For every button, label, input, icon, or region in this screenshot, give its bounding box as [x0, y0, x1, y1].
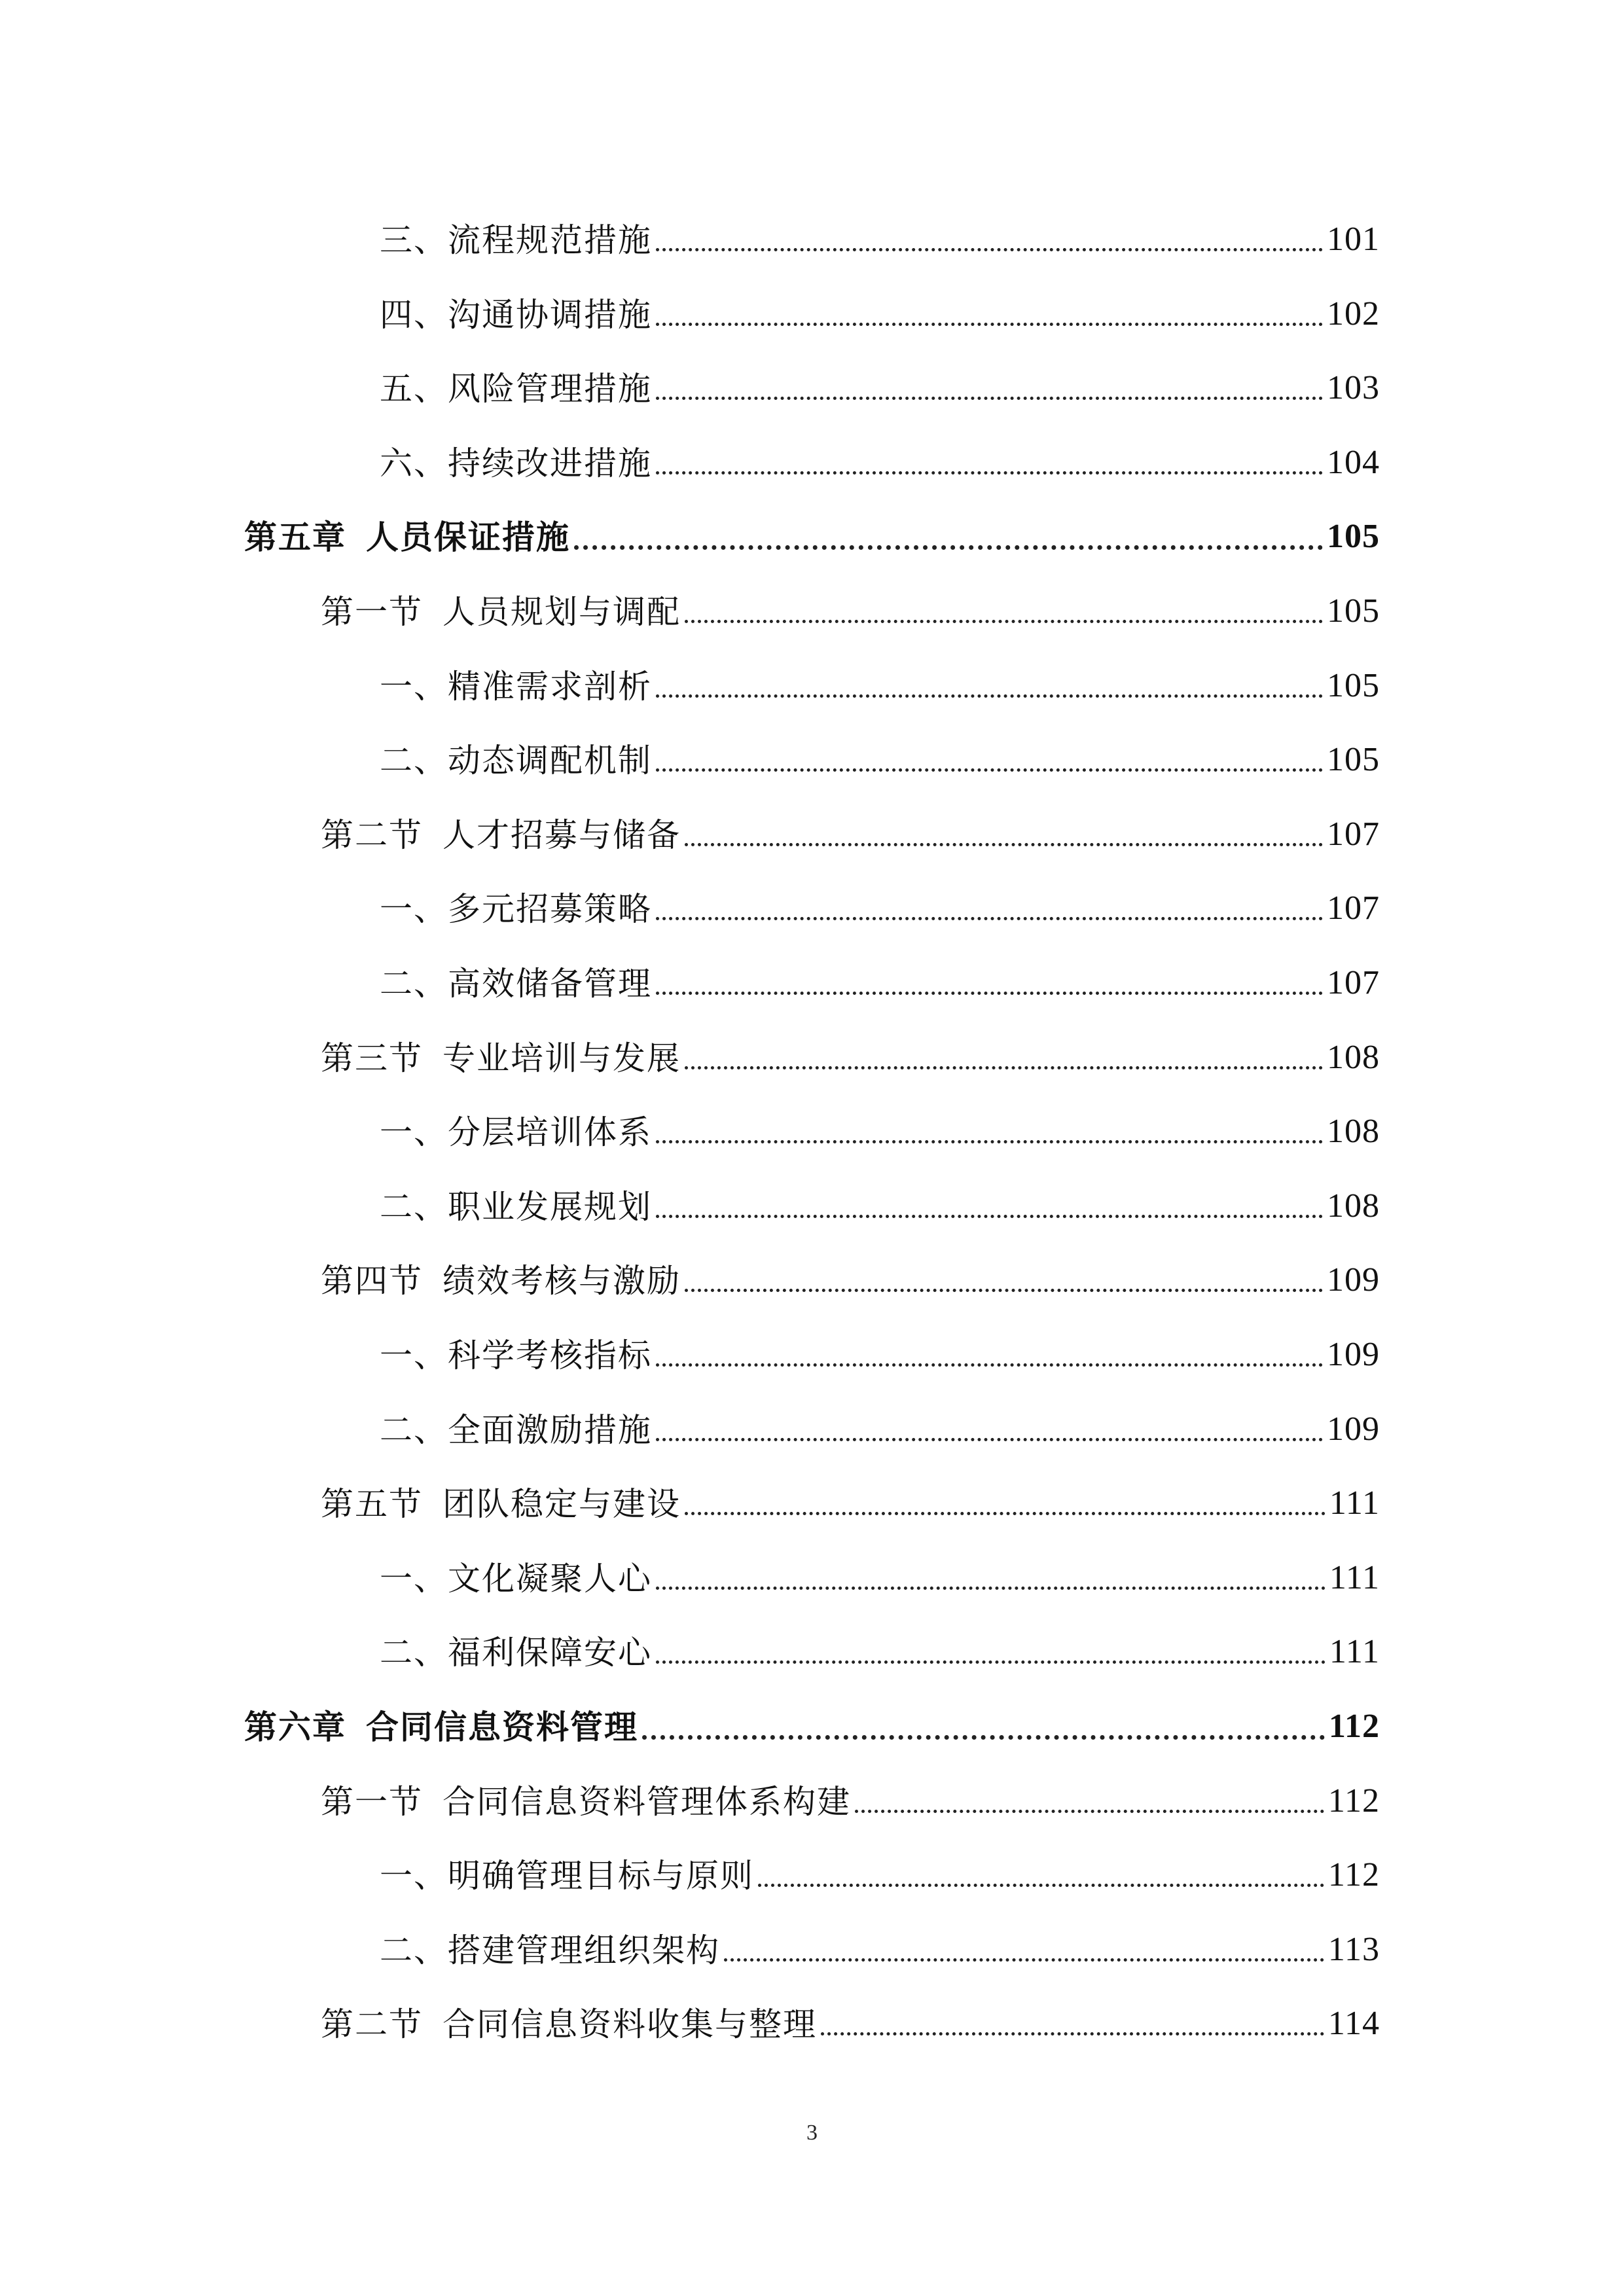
toc-dot-leader	[855, 1810, 1324, 1813]
toc-entry-page-number: 108	[1327, 1039, 1380, 1076]
toc-entry-item[interactable]	[380, 1840, 1380, 1895]
toc-entry-number: 一、	[380, 1857, 448, 1895]
toc-entry-label	[321, 1783, 851, 1821]
toc-entry-number: 一、	[380, 1113, 448, 1151]
toc-entry-title: 精准需求剖析	[448, 668, 652, 706]
toc-entry-number: 第一节	[321, 593, 423, 631]
toc-entry-page-number: 112	[1327, 1782, 1380, 1820]
toc-entry-page-number: 105	[1327, 741, 1380, 778]
toc-entry-title: 分层培训体系	[448, 1113, 652, 1151]
toc-dot-leader	[574, 545, 1323, 550]
toc-entry-page-number: 114	[1327, 2005, 1380, 2042]
toc-entry-title: 合同信息资料管理体系构建	[442, 1783, 851, 1821]
toc-dot-leader	[685, 843, 1323, 846]
toc-entry-item[interactable]	[380, 353, 1380, 408]
toc-entry-title: 明确管理目标与原则	[448, 1857, 754, 1895]
toc-entry-section[interactable]	[321, 1988, 1380, 2041]
toc-entry-page-number: 107	[1327, 964, 1380, 1001]
toc-entry-page-number: 113	[1327, 1931, 1380, 1968]
toc-entry-item[interactable]	[380, 1543, 1380, 1598]
toc-entry-number: 一、	[380, 668, 448, 706]
toc-entry-item[interactable]	[380, 1914, 1380, 1967]
toc-entry-page-number: 107	[1327, 816, 1380, 853]
toc-entry-item[interactable]	[380, 1319, 1380, 1372]
toc-dot-leader	[685, 1066, 1323, 1069]
toc-dot-leader	[656, 694, 1323, 698]
toc-entry-page-number: 104	[1327, 444, 1380, 481]
toc-entry-title: 动态调配机制	[448, 742, 652, 780]
toc-entry-label	[380, 1634, 652, 1672]
toc-entry-number: 五、	[380, 370, 448, 408]
toc-dot-leader	[656, 323, 1323, 326]
toc-dot-leader	[656, 917, 1323, 920]
toc-dot-leader	[656, 1660, 1326, 1664]
toc-entry-label	[380, 668, 652, 706]
toc-entry-title: 沟通协调措施	[448, 296, 652, 334]
toc-entry-number: 二、	[380, 742, 448, 780]
toc-entry-number: 二、	[380, 1188, 448, 1226]
toc-dot-leader	[656, 768, 1323, 772]
toc-entry-number: 第五节	[321, 1485, 423, 1523]
toc-entry-page-number: 107	[1327, 889, 1380, 927]
toc-entry-label	[380, 1411, 652, 1449]
toc-entry-item[interactable]	[380, 427, 1380, 480]
toc-entry-section[interactable]	[321, 1766, 1380, 1821]
toc-entry-item[interactable]	[380, 204, 1380, 257]
toc-entry-page-number: 105	[1327, 518, 1380, 555]
toc-entry-number: 第三节	[321, 1039, 423, 1077]
toc-entry-page-number: 111	[1329, 1484, 1380, 1522]
toc-entry-number: 第六章	[244, 1708, 346, 1746]
toc-entry-number: 二、	[380, 1931, 448, 1969]
toc-entry-number: 一、	[380, 1560, 448, 1598]
toc-entry-number: 第五章	[244, 518, 346, 556]
toc-entry-item[interactable]	[380, 948, 1380, 1003]
toc-entry-label	[380, 742, 652, 780]
toc-entry-label	[321, 2005, 817, 2043]
toc-entry-title: 人员保证措施	[366, 518, 570, 556]
toc-dot-leader	[685, 620, 1323, 623]
toc-entry-title: 绩效考核与激励	[442, 1262, 681, 1300]
toc-dot-leader	[656, 248, 1323, 251]
toc-entry-section[interactable]	[321, 1468, 1380, 1523]
toc-entry-title: 多元招募策略	[448, 890, 652, 928]
toc-entry-label	[244, 518, 570, 556]
toc-entry-title: 流程规范措施	[448, 221, 652, 259]
toc-entry-number: 二、	[380, 965, 448, 1003]
toc-entry-number: 六、	[380, 444, 448, 482]
toc-entry-page-number: 102	[1327, 295, 1380, 332]
toc-entry-title: 人才招募与储备	[442, 816, 681, 854]
toc-dot-leader	[685, 1289, 1323, 1292]
toc-entry-label	[321, 593, 681, 631]
toc-entry-number: 三、	[380, 221, 448, 259]
toc-entry-number: 第一节	[321, 1783, 423, 1821]
toc-entry-title: 全面激励措施	[448, 1411, 652, 1449]
toc-entry-title: 人员规划与调配	[442, 593, 681, 631]
toc-entry-label	[380, 1560, 652, 1598]
toc-entry-label	[380, 890, 652, 928]
toc-entry-page-number: 112	[1327, 1856, 1380, 1893]
toc-dot-leader	[656, 397, 1323, 400]
toc-entry-label	[321, 816, 681, 854]
toc-entry-item[interactable]	[380, 279, 1380, 334]
toc-dot-leader	[724, 1958, 1324, 1962]
toc-entry-chapter[interactable]	[244, 1691, 1380, 1744]
toc-entry-number: 四、	[380, 296, 448, 334]
toc-entry-page-number: 108	[1327, 1187, 1380, 1225]
toc-entry-item[interactable]	[380, 1617, 1380, 1672]
toc-entry-label	[380, 965, 652, 1003]
toc-entry-item[interactable]	[380, 1171, 1380, 1226]
toc-entry-label	[321, 1262, 681, 1300]
toc-entry-page-number: 109	[1327, 1410, 1380, 1448]
toc-entry-title: 风险管理措施	[448, 370, 652, 408]
toc-entry-label	[380, 370, 652, 408]
toc-entry-item[interactable]	[380, 651, 1380, 706]
toc-entry-title: 职业发展规划	[448, 1188, 652, 1226]
toc-entry-number: 一、	[380, 1336, 448, 1374]
toc-entry-number: 一、	[380, 890, 448, 928]
toc-entry-number: 二、	[380, 1634, 448, 1672]
toc-entry-label	[321, 1485, 681, 1523]
toc-entry-page-number: 101	[1327, 221, 1380, 258]
toc-entry-number: 第二节	[321, 816, 423, 854]
toc-entry-number: 第二节	[321, 2005, 423, 2043]
toc-entry-section[interactable]	[321, 799, 1380, 852]
toc-entry-title: 福利保障安心	[448, 1634, 652, 1672]
toc-entry-title: 科学考核指标	[448, 1336, 652, 1374]
toc-entry-label	[380, 1857, 754, 1895]
toc-entry-page-number: 105	[1327, 667, 1380, 704]
toc-entry-label	[380, 1188, 652, 1226]
toc-entry-title: 专业培训与发展	[442, 1039, 681, 1077]
toc-entry-section[interactable]	[321, 1245, 1380, 1300]
toc-entry-number: 第四节	[321, 1262, 423, 1300]
toc-entry-page-number: 112	[1328, 1708, 1380, 1745]
toc-dot-leader	[642, 1735, 1325, 1740]
toc-entry-title: 合同信息资料收集与整理	[442, 2005, 817, 2043]
toc-dot-leader	[758, 1884, 1324, 1887]
toc-entry-label	[380, 1113, 652, 1151]
toc-entry-label	[380, 1931, 720, 1969]
toc-dot-leader	[821, 2032, 1324, 2036]
toc-dot-leader	[656, 1140, 1323, 1143]
toc-dot-leader	[656, 1587, 1326, 1590]
toc-dot-leader	[656, 471, 1323, 475]
toc-entry-section[interactable]	[321, 1022, 1380, 1075]
toc-entry-number: 二、	[380, 1411, 448, 1449]
toc-entry-page-number: 111	[1329, 1559, 1380, 1596]
toc-entry-item[interactable]	[380, 1096, 1380, 1149]
toc-entry-title: 搭建管理组织架构	[448, 1931, 720, 1969]
toc-entry-item[interactable]	[380, 725, 1380, 780]
toc-entry-item[interactable]	[380, 873, 1380, 928]
toc-entry-page-number: 111	[1329, 1633, 1380, 1670]
toc-entry-label	[380, 1336, 652, 1374]
toc-dot-leader	[656, 1438, 1323, 1441]
toc-entry-title: 文化凝聚人心	[448, 1560, 652, 1598]
toc-entry-label	[380, 296, 652, 334]
toc-dot-leader	[656, 992, 1323, 995]
toc-entry-item[interactable]	[380, 1394, 1380, 1449]
toc-entry-page-number: 108	[1327, 1113, 1380, 1150]
toc-entry-title: 持续改进措施	[448, 444, 652, 482]
toc-entry-page-number: 109	[1327, 1336, 1380, 1373]
toc-entry-label	[380, 221, 652, 259]
toc-entry-label	[380, 444, 652, 482]
toc-dot-leader	[685, 1512, 1326, 1515]
toc-entry-page-number: 109	[1327, 1261, 1380, 1299]
toc-entry-section[interactable]	[321, 576, 1380, 631]
toc-dot-leader	[656, 1363, 1323, 1367]
toc-entry-chapter[interactable]	[244, 501, 1380, 554]
toc-entry-title: 团队稳定与建设	[442, 1485, 681, 1523]
toc-entry-label	[244, 1708, 638, 1746]
footer-page-number: 3	[806, 2121, 818, 2145]
toc-dot-leader	[656, 1215, 1323, 1218]
toc-entry-title: 合同信息资料管理	[366, 1708, 638, 1746]
toc-entry-label	[321, 1039, 681, 1077]
toc-entry-title: 高效储备管理	[448, 965, 652, 1003]
toc-entry-page-number: 103	[1327, 369, 1380, 406]
toc-entry-page-number: 105	[1327, 592, 1380, 630]
